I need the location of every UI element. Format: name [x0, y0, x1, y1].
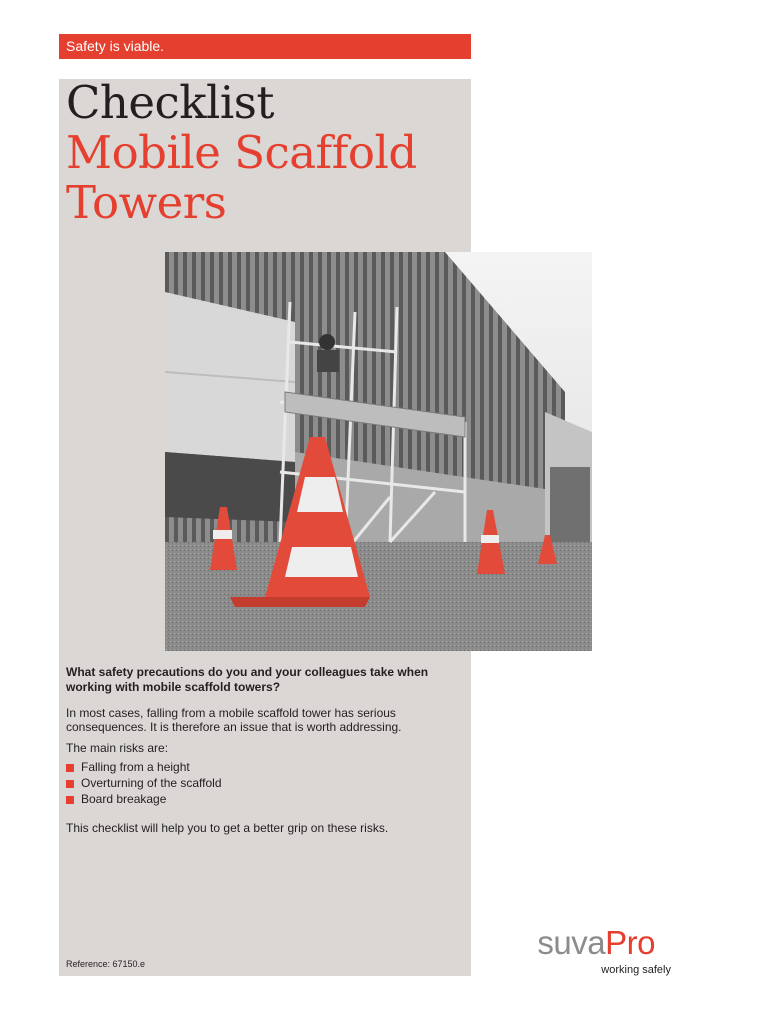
list-item	[66, 792, 222, 808]
risks-heading: The main risks are:	[66, 741, 169, 755]
closing-sentence: This checklist will help you to get a better grip on these risks.	[66, 821, 389, 835]
slogan-banner	[59, 34, 471, 59]
title-line-mobile-scaffold: Mobile Scaffold	[66, 126, 417, 179]
risk-text: Overturning of the scaffold	[81, 776, 222, 790]
page-title	[66, 78, 417, 228]
intro-paragraph: In most cases, falling from a mobile scaffold tower has serious consequences. It is therefore an issue that is worth addressing.	[66, 706, 402, 734]
square-bullet-icon	[66, 764, 74, 772]
list-item	[66, 760, 222, 776]
lead-question: What safety precautions do you and your colleagues take when working with mobile scaffold towers?	[66, 665, 429, 694]
risk-text: Falling from a height	[81, 760, 190, 774]
logo-pro: Pro	[605, 924, 655, 961]
logo-wordmark	[537, 923, 655, 963]
suvapro-logo	[505, 923, 671, 983]
square-bullet-icon	[66, 796, 74, 804]
photo-illustration	[165, 252, 592, 651]
square-bullet-icon	[66, 780, 74, 788]
list-item	[66, 776, 222, 792]
slogan-text: Safety is viable.	[66, 38, 165, 54]
risk-text: Board breakage	[81, 792, 167, 806]
reference-number: Reference: 67150.e	[66, 959, 146, 969]
title-line-checklist: Checklist	[66, 76, 274, 129]
logo-suva: suva	[537, 924, 606, 961]
risks-list	[66, 760, 222, 808]
logo-tagline: working safely	[601, 964, 671, 976]
scaffold-tower-photo	[165, 252, 592, 651]
title-line-towers: Towers	[66, 176, 227, 229]
